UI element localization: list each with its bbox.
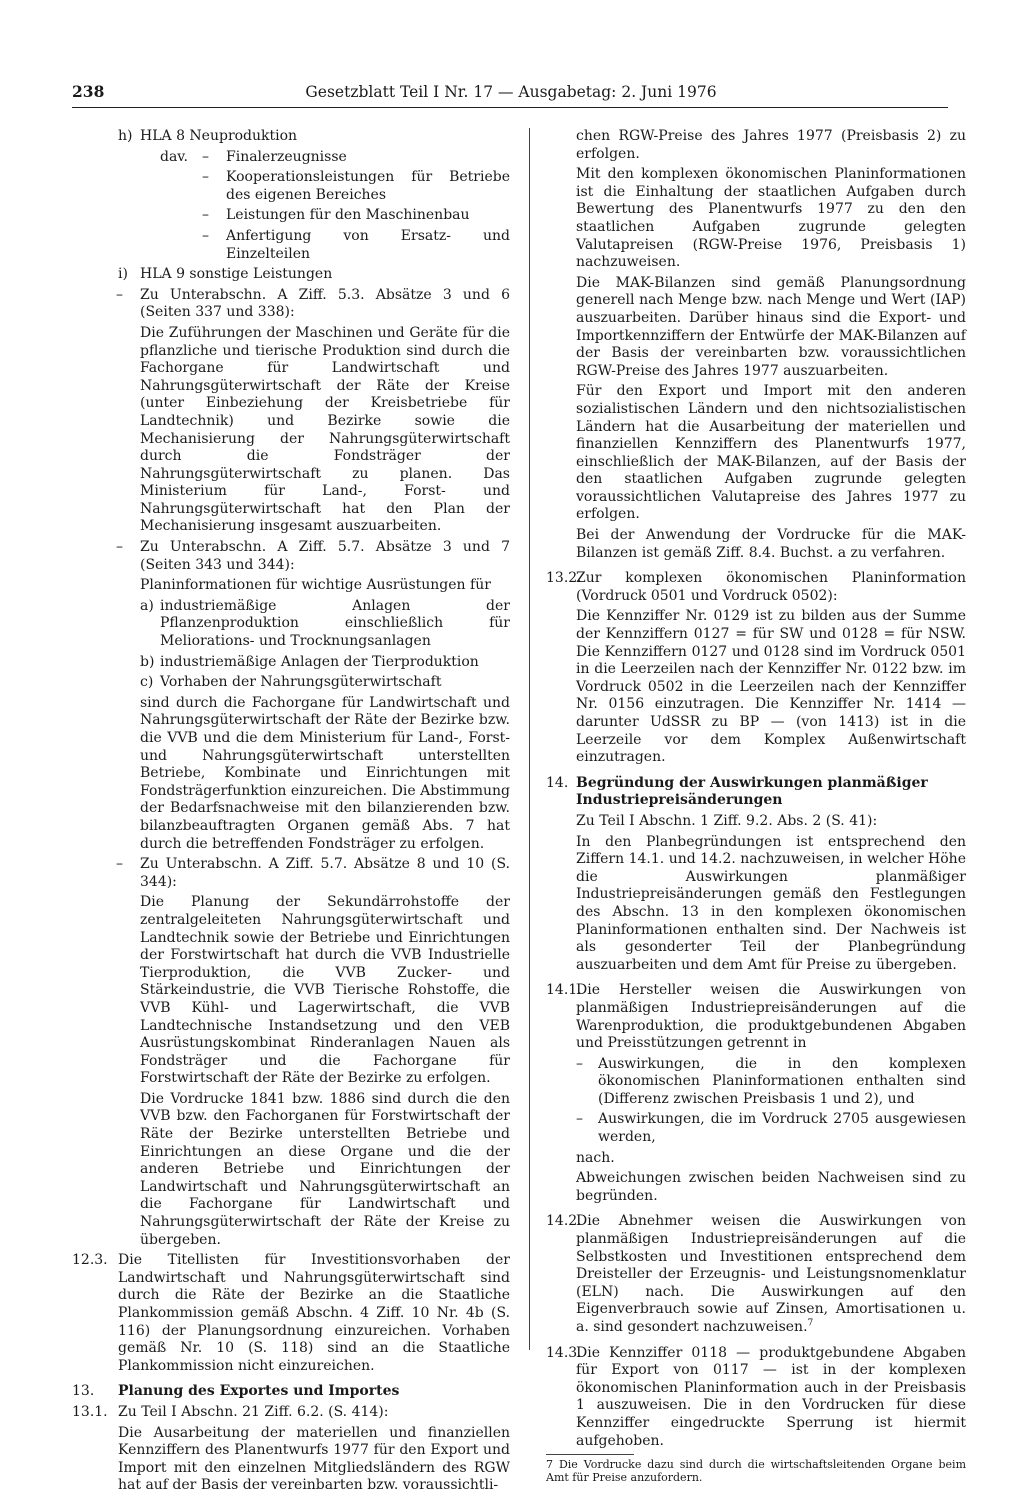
section-title: Zu Unterabschn. A Ziff. 5.3. Absätze 3 und 6 (Seiten 337 und 338): (140, 286, 510, 321)
section-13-2 (546, 570, 966, 605)
dav-item-text: Leistungen für den Maschinenbau (226, 207, 470, 224)
dav-label: dav. (160, 148, 189, 165)
dav-item (72, 169, 510, 204)
list-item (546, 1111, 966, 1146)
section-title: Zur komplexen ökonomischen Planinformation (Vordruck 0501 und Vordruck 0502): (576, 570, 966, 604)
paragraph: Abweichungen zwischen beiden Nachweisen sind zu begründen. (576, 1170, 966, 1204)
section-title: Zu Unterabschn. A Ziff. 5.7. Absätze 8 und 10 (S. 344): (140, 856, 510, 890)
paragraph: Die Zuführungen der Maschinen und Geräte für die pflanzliche und tierische Produktion sind durch die Fachorgane für Landwirtschaft und Nahrungsgüterwirtschaft der Räte der Kreise (unter Einbeziehung der Kreisbetriebe für Landtechnik) und Bezirke sowie die Mechanisierung der Nahrungsgüterwirtschaft durch die Fondsträger der Nahrungsgüterwirtschaft zu planen. Das Ministerium für Land-, Forst- und Nahrungsgüterwirtschaft hat den Plan der Mechanisierung insgesamt auszuarbeiten. (140, 324, 510, 535)
section-number: 13.2. (546, 570, 582, 587)
item-text: HLA 9 sonstige Leistungen (140, 266, 333, 283)
list-item (72, 598, 510, 651)
dash: – (116, 856, 123, 873)
item-text: HLA 8 Neuproduktion (140, 128, 298, 144)
footnote-ref: 7 (807, 1318, 814, 1329)
section-number: 13. (72, 1383, 95, 1400)
footnote: 7 Die Vordrucke dazu sind durch die wirtschaftsleitenden Organe beim Amt für Preise anzufordern. (546, 1458, 966, 1485)
item-label: h) (118, 128, 133, 144)
paragraph: Bei der Anwendung der Vordrucke für die MAK-Bilanzen ist gemäß Ziff. 8.4. Buchst. a zu verfahren. (576, 527, 966, 561)
dash: – (202, 169, 209, 186)
section-12-3 (72, 1252, 510, 1375)
dash: – (202, 207, 209, 224)
running-title: Gesetzblatt Teil I Nr. 17 — Ausgabetag: 2. Juni 1976 (305, 83, 717, 101)
list-item (546, 1056, 966, 1109)
paragraph: Die MAK-Bilanzen sind gemäß Planungsordnung generell nach Menge bzw. nach Menge und Wert (IAP) auszuarbeiten. Darüber hinaus sind die Export- und Importkennziffern der Entwürfe der MAK-Bilanzen auf der Basis der vereinbarten bzw. voraussichtlichen RGW-Preise des Jahres 1977 auszuarbeiten. (576, 274, 966, 379)
section-number: 12.3. (72, 1252, 108, 1269)
item-label: i) (118, 266, 128, 283)
section-number: 14.3. (546, 1344, 582, 1361)
right-column (546, 128, 966, 1484)
section-text: Die Kennziffer 0118 — produktgebundene Abgaben für Export von 0117 — ist in der komplexen ökonomischen Planinformation auch in der Preisbasis 1 auszuweisen. Die in den Vordrucken für diese Kennziffer eingedruckte Sperrung ist hiermit aufgehoben. (576, 1344, 966, 1449)
section-heading: Begründung der Auswirkungen planmäßiger Industriepreisänderungen (576, 774, 928, 809)
list-item (72, 654, 510, 672)
section-13-1 (72, 1404, 510, 1422)
paragraph: Mit den komplexen ökonomischen Planinformationen ist die Einhaltung der staatlichen Aufgaben durch Bewertung des Planentwurfs 1977 zu den den staatlichen Aufgaben zugrunde gelegten Valutapreisen (RGW-Preise 1976, Preisbasis 1) nachzuweisen. (576, 166, 966, 271)
dash-section-2 (72, 539, 510, 574)
list-label: b) (140, 653, 155, 670)
item-h (72, 128, 510, 146)
section-text: Die Hersteller weisen die Auswirkungen von planmäßigen Industriepreisänderungen auf die Warenproduktion, die produktgebundenen Abgaben und Preisstützungen getrennt in (576, 982, 966, 1052)
section-text (576, 1213, 966, 1336)
paragraph: Die Vordrucke 1841 bzw. 1886 sind durch die den VVB bzw. den Fachorganen für Forstwirtschaft der Räte der Bezirke unterstellten Betriebe und Einrichtungen an diese Organe und die der anderen Betriebe und Einrichtungen der Landwirtschaft und Nahrungsgüterwirtschaft an die Fachorgane für Landwirtschaft und Nahrungsgüterwirtschaft der Räte der Kreise zu übergeben. (140, 1090, 510, 1248)
list-text: Auswirkungen, die im Vordruck 2705 ausgewiesen werden, (598, 1111, 966, 1146)
section-heading: Planung des Exportes und Importes (118, 1383, 400, 1400)
page-number: 238 (72, 82, 105, 101)
section-number: 13.1. (72, 1403, 108, 1420)
section-number: 14.2. (546, 1213, 582, 1230)
dav-item-text: Finalerzeugnisse (226, 148, 347, 165)
dash: – (116, 539, 123, 556)
dash: – (576, 1055, 583, 1072)
dav-item (72, 207, 510, 225)
left-column (72, 128, 510, 1498)
paragraph: Die Kennziffer Nr. 0129 ist zu bilden aus der Summe der Kennziffern 0127 = für SW und 0128 = für NSW. Die Kennziffern 0127 und 0128 sind im Vordruck 0501 in die Leerzeilen nach der Kennziffer Nr. 0122 bzw. im Vordruck 0502 in die Leerzeilen nach der Kennziffer Nr. 0156 einzutragen. Die Kennziffer Nr. 1414 — darunter UdSSR zu BP — (von 1413) ist in die Leerzeile vor dem Komplex Außenwirtschaft einzutragen. (576, 608, 966, 766)
list-label: c) (140, 674, 154, 691)
list-text: industriemäßige Anlagen der Pflanzenproduktion einschließlich für Meliorations- und Trocknungsanlagen (160, 597, 510, 650)
section-13 (72, 1383, 510, 1401)
section-number: 14. (546, 774, 569, 791)
dash: – (116, 286, 123, 303)
paragraph: Für den Export und Import mit den anderen sozialistischen Ländern und den nichtsozialistischen Ländern hat die Ausarbeitung der materiellen und finanziellen Kennziffern des Planentwurfs 1977, einschließlich der MAK-Bilanzen, auf der Basis der den staatlichen Aufgaben zugrunde gelegten voraussichtlichen Valutapreise des Jahres 1977 zu erfolgen. (576, 383, 966, 523)
dash-section-1 (72, 287, 510, 322)
paragraph: Planinformationen für wichtige Ausrüstungen für (140, 577, 491, 594)
footnote-rule (546, 1454, 634, 1455)
dav-item (72, 149, 510, 167)
dash: – (202, 227, 209, 244)
dav-item (72, 228, 510, 263)
section-title: Zu Unterabschn. A Ziff. 5.7. Absätze 3 und 7 (Seiten 343 und 344): (140, 539, 510, 573)
section-number: 14.1. (546, 982, 582, 999)
dash: – (576, 1111, 583, 1128)
section-14-2 (546, 1213, 966, 1336)
list-text: Vorhaben der Nahrungsgüterwirtschaft (160, 674, 442, 691)
paragraph: chen RGW-Preise des Jahres 1977 (Preisbasis 2) zu erfolgen. (576, 128, 966, 162)
section-title: Zu Teil I Abschn. 1 Ziff. 9.2. Abs. 2 (S. 41): (576, 812, 878, 829)
dash: – (202, 148, 209, 165)
item-i (72, 266, 510, 284)
paragraph: sind durch die Fachorgane für Landwirtschaft und Nahrungsgüterwirtschaft der Räte der Bezirke bzw. die VVB und die dem Ministerium für Land-, Forst- und Nahrungsgüterwirtschaft unterstellten Betriebe, Kombinate und Einrichtungen mit Fondsträgerfunktion einzureichen. Die Abstimmung der Bedarfsnachweise mit den bilanzierenden bzw. bilanzbeauftragten Organen gemäß Abs. 7 hat durch die betreffenden Fondsträger zu erfolgen. (140, 694, 510, 852)
section-14-3 (546, 1345, 966, 1451)
paragraph: Die Planung der Sekundärrohstoffe der zentralgeleiteten Nahrungsgüterwirtschaft und Landtechnik sowie der Betriebe und Einrichtungen der Forstwirtschaft hat durch die VVB Industrielle Tierproduktion, die VVB Zucker- und Stärkeindustrie, die VVB Tierische Rohstoffe, die VVB Kühl- und Lagerwirtschaft, die VVB Landtechnische Instandsetzung und den VEB Ausrüstungskombinat Rinderanlagen Nauen als Fondsträger und die Fachorgane für Forstwirtschaft der Räte der Bezirke zu erfolgen. (140, 894, 510, 1087)
paragraph: Die Ausarbeitung der materiellen und finanziellen Kennziffern des Planentwurfs 1977 für den Export und Import mit den einzelnen Mitgliedsländern des RGW hat auf der Basis der vereinbarten bzw. voraussichtli- (118, 1424, 510, 1494)
section-14 (546, 775, 966, 810)
dav-item-text: Kooperationsleistungen für Betriebe des eigenen Bereiches (226, 169, 510, 203)
section-title: Zu Teil I Abschn. 21 Ziff. 6.2. (S. 414): (118, 1403, 389, 1420)
section-body: Die Abnehmer weisen die Auswirkungen von planmäßigen Industriepreisänderungen auf die Selbstkosten und Investitionen entsprechend dem Dreisteller der Erzeugnis- und Leistungsnomenklatur (ELN) nach. Die Auswirkungen auf den Eigenverbrauch sowie auf Zinsen, Amortisationen u. a. sind gesondert nachzuweisen. (576, 1213, 966, 1335)
column-divider (529, 128, 530, 1350)
list-label: a) (140, 597, 154, 614)
list-item (72, 674, 510, 692)
dav-item-text: Anfertigung von Ersatz- und Einzelteilen (226, 227, 510, 262)
paragraph: In den Planbegründungen ist entsprechend den Ziffern 14.1. und 14.2. nachzuweisen, in welcher Höhe die Auswirkungen planmäßiger Industriepreisänderungen gemäß den Festlegungen des Abschn. 13 in den komplexen ökonomischen Planinformationen enthalten sind. Der Nachweis ist als gesonderter Teil der Planbegründung auszuarbeiten und dem Amt für Preise zu übergeben. (576, 833, 966, 973)
section-text: Die Titellisten für Investitionsvorhaben der Landwirtschaft und Nahrungsgüterwirtschaft sind durch die Räte der Bezirke an die Staatliche Plankommission gemäß Abschn. 4 Ziff. 10 Nr. 4b (S. 116) der Planungsordnung einzureichen. Vorhaben gemäß Nr. 10 (S. 118) sind an die Staatliche Plankommission nicht einzureichen. (118, 1252, 510, 1374)
list-text: Auswirkungen, die in den komplexen ökonomischen Planinformationen enthalten sind (Differenz zwischen Preisbasis 1 und 2), und (598, 1055, 966, 1107)
header-rule (72, 107, 948, 108)
paragraph: nach. (576, 1149, 615, 1166)
dash-section-3 (72, 856, 510, 891)
list-text: industriemäßige Anlagen der Tierproduktion (160, 653, 479, 670)
section-14-1 (546, 982, 966, 1052)
